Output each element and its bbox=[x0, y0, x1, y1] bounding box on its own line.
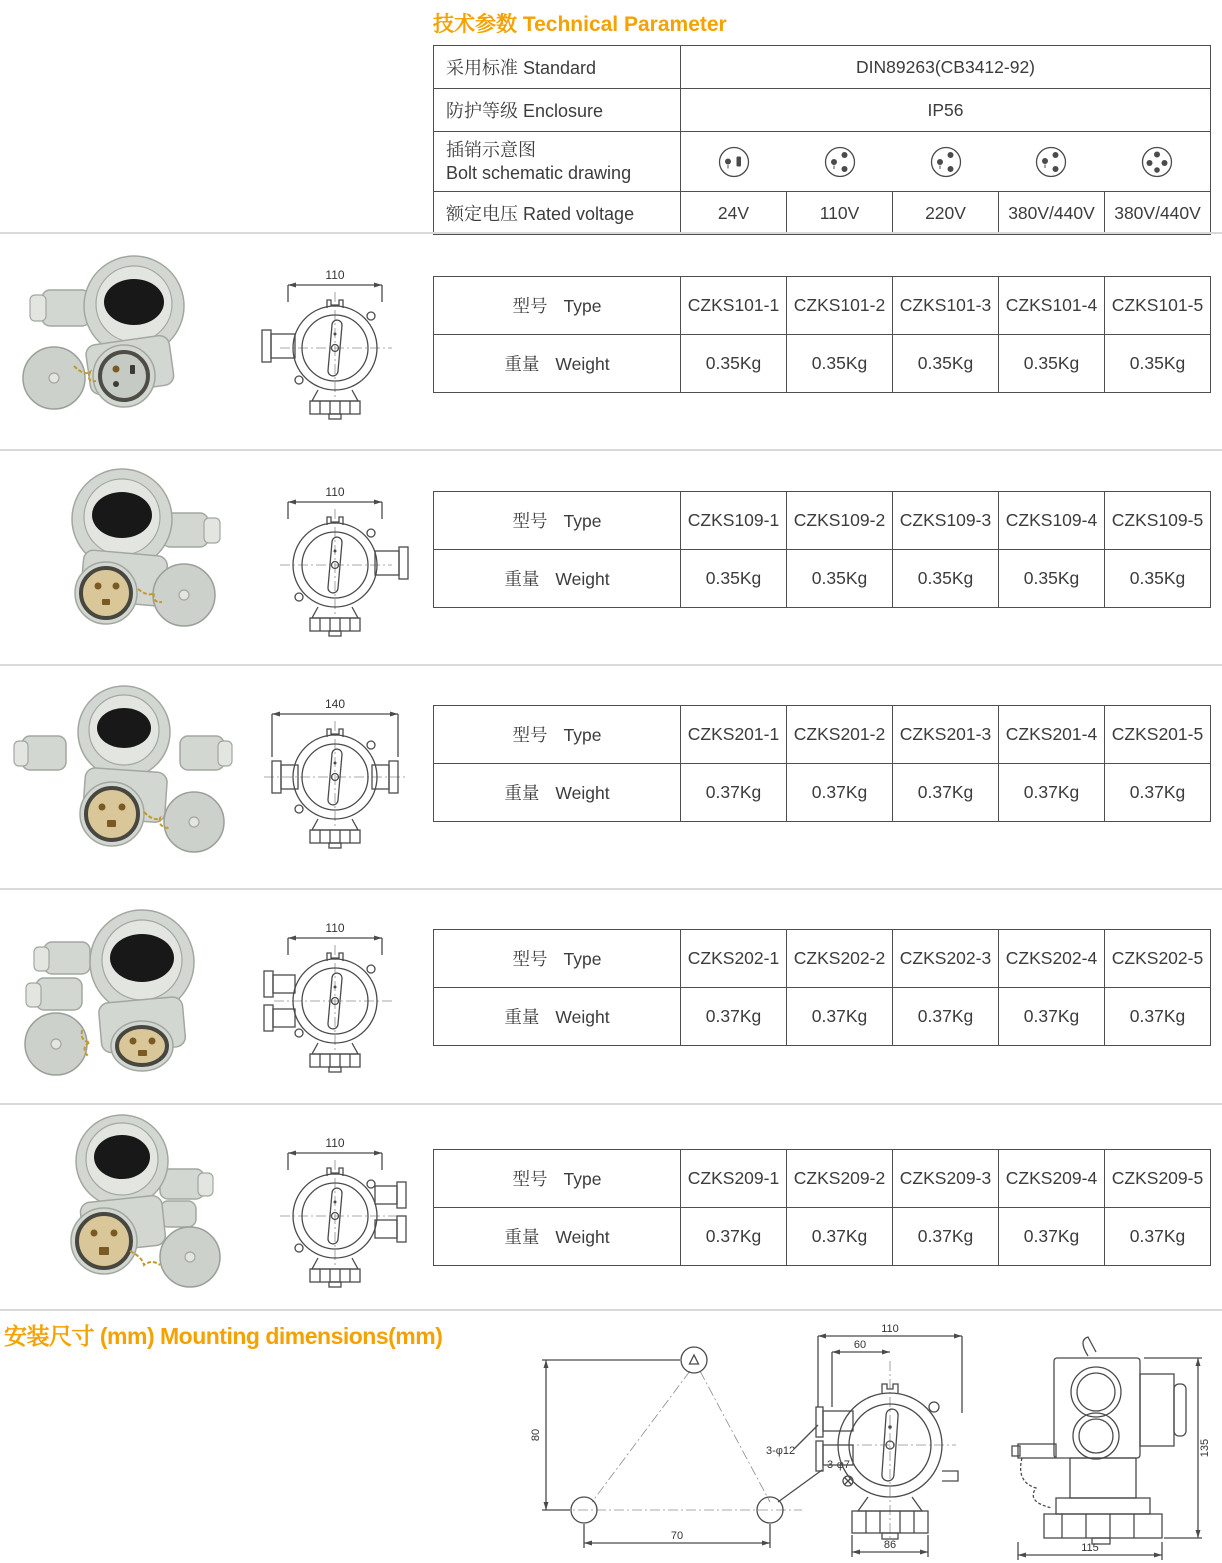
model-cell: CZKS101-3 bbox=[893, 277, 999, 335]
side-width-dim: 115 bbox=[1081, 1542, 1099, 1554]
model-table-czks202 bbox=[433, 929, 1211, 1046]
weight-cell: 0.35Kg bbox=[999, 550, 1105, 608]
product-section-czks209 bbox=[0, 1103, 1222, 1309]
mounting-dimensions-title: 安装尺寸 (mm) Mounting dimensions(mm) bbox=[4, 1323, 443, 1349]
weight-cell: 0.35Kg bbox=[893, 335, 999, 393]
model-table-czks209 bbox=[433, 1149, 1211, 1266]
voltage-value: 380V/440V bbox=[999, 192, 1105, 235]
model-cell: CZKS201-3 bbox=[893, 706, 999, 764]
model-cell: CZKS209-4 bbox=[999, 1150, 1105, 1208]
side-height-dim: 135 bbox=[1199, 1438, 1211, 1458]
weight-cell: 0.37Kg bbox=[681, 988, 787, 1046]
weight-cell: 0.37Kg bbox=[999, 1208, 1105, 1266]
model-cell: CZKS202-3 bbox=[893, 930, 999, 988]
type-row bbox=[434, 277, 1211, 335]
weight-cell: 0.37Kg bbox=[1105, 764, 1211, 822]
weight-cell: 0.37Kg bbox=[893, 988, 999, 1046]
model-cell: CZKS101-5 bbox=[1105, 277, 1211, 335]
weight-row bbox=[434, 988, 1211, 1046]
front-inner-dim: 60 bbox=[853, 1339, 867, 1351]
standard-row bbox=[434, 46, 1211, 89]
product-section-czks202 bbox=[0, 888, 1222, 1103]
product-photo bbox=[12, 680, 237, 862]
drawing-dimension: 110 bbox=[325, 921, 345, 935]
weight-cell: 0.35Kg bbox=[893, 550, 999, 608]
model-cell: CZKS201-1 bbox=[681, 706, 787, 764]
front-bottom-dim: 86 bbox=[883, 1539, 897, 1551]
weight-cell: 0.35Kg bbox=[787, 550, 893, 608]
pin-diagram-4pin-icon bbox=[1139, 144, 1175, 180]
model-cell: CZKS202-1 bbox=[681, 930, 787, 988]
weight-cell: 0.37Kg bbox=[681, 764, 787, 822]
drawing-dimension: 110 bbox=[325, 268, 345, 282]
pin-diagram-3pin-icon bbox=[822, 144, 858, 180]
weight-cell: 0.37Kg bbox=[1105, 988, 1211, 1046]
bolt-schematic-diagrams bbox=[681, 132, 1211, 192]
enclosure-value: IP56 bbox=[681, 89, 1211, 132]
voltage-value: 110V bbox=[787, 192, 893, 235]
weight-cell: 0.35Kg bbox=[1105, 335, 1211, 393]
weight-label: 重量 Weight bbox=[434, 764, 681, 822]
model-cell: CZKS209-2 bbox=[787, 1150, 893, 1208]
product-photo bbox=[12, 1111, 237, 1293]
weight-cell: 0.35Kg bbox=[681, 335, 787, 393]
type-label: 型号 Type bbox=[434, 277, 681, 335]
weight-cell: 0.35Kg bbox=[1105, 550, 1211, 608]
product-drawing bbox=[250, 1136, 422, 1296]
model-cell: CZKS201-5 bbox=[1105, 706, 1211, 764]
model-table-czks109 bbox=[433, 491, 1211, 608]
weight-row bbox=[434, 335, 1211, 393]
weight-label: 重量 Weight bbox=[434, 335, 681, 393]
model-cell: CZKS209-5 bbox=[1105, 1150, 1211, 1208]
drawing-dimension: 110 bbox=[325, 1136, 345, 1150]
weight-cell: 0.37Kg bbox=[893, 764, 999, 822]
type-label: 型号 Type bbox=[434, 1150, 681, 1208]
tech-parameter-title: 技术参数 Technical Parameter bbox=[433, 13, 727, 36]
model-cell: CZKS201-2 bbox=[787, 706, 893, 764]
weight-label: 重量 Weight bbox=[434, 550, 681, 608]
voltage-value: 380V/440V bbox=[1105, 192, 1211, 235]
type-label: 型号 Type bbox=[434, 492, 681, 550]
type-label: 型号 Type bbox=[434, 706, 681, 764]
weight-cell: 0.37Kg bbox=[787, 988, 893, 1046]
pin-diagram-2pin-icon bbox=[716, 144, 752, 180]
mounting-front-drawing bbox=[760, 1323, 995, 1563]
weight-cell: 0.37Kg bbox=[681, 1208, 787, 1266]
enclosure-row bbox=[434, 89, 1211, 132]
model-cell: CZKS109-2 bbox=[787, 492, 893, 550]
weight-cell: 0.35Kg bbox=[681, 550, 787, 608]
rated-voltage-label: 额定电压 Rated voltage bbox=[434, 192, 681, 235]
product-drawing bbox=[250, 697, 422, 857]
pin-diagram-3pin-icon bbox=[1033, 144, 1069, 180]
mount-height-dim: 80 bbox=[530, 1428, 542, 1442]
product-photo bbox=[12, 248, 237, 430]
voltage-value: 24V bbox=[681, 192, 787, 235]
product-drawing bbox=[250, 921, 422, 1081]
standard-value: DIN89263(CB3412-92) bbox=[681, 46, 1211, 89]
weight-row bbox=[434, 1208, 1211, 1266]
weight-label: 重量 Weight bbox=[434, 1208, 681, 1266]
model-cell: CZKS202-4 bbox=[999, 930, 1105, 988]
product-section-czks109 bbox=[0, 449, 1222, 664]
weight-cell: 0.37Kg bbox=[787, 764, 893, 822]
model-cell: CZKS209-1 bbox=[681, 1150, 787, 1208]
weight-cell: 0.35Kg bbox=[999, 335, 1105, 393]
model-cell: CZKS109-4 bbox=[999, 492, 1105, 550]
product-drawing bbox=[250, 485, 422, 645]
weight-cell: 0.37Kg bbox=[893, 1208, 999, 1266]
bolt-schematic-row bbox=[434, 132, 1211, 192]
weight-label: 重量 Weight bbox=[434, 988, 681, 1046]
section-divider bbox=[0, 1309, 1222, 1311]
voltage-value: 220V bbox=[893, 192, 999, 235]
type-row bbox=[434, 706, 1211, 764]
product-section-czks101 bbox=[0, 232, 1222, 449]
model-cell: CZKS101-2 bbox=[787, 277, 893, 335]
model-cell: CZKS101-1 bbox=[681, 277, 787, 335]
product-photo bbox=[12, 461, 237, 643]
product-section-czks201 bbox=[0, 664, 1222, 888]
front-outer-dim: 110 bbox=[881, 1323, 899, 1335]
pin-diagram-3pin-icon bbox=[928, 144, 964, 180]
weight-cell: 0.37Kg bbox=[999, 764, 1105, 822]
mount-holes-label: 3-φ7 bbox=[827, 1459, 851, 1471]
model-cell: CZKS201-4 bbox=[999, 706, 1105, 764]
model-cell: CZKS202-5 bbox=[1105, 930, 1211, 988]
model-cell: CZKS101-4 bbox=[999, 277, 1105, 335]
type-label: 型号 Type bbox=[434, 930, 681, 988]
type-row bbox=[434, 930, 1211, 988]
enclosure-label: 防护等级 Enclosure bbox=[434, 89, 681, 132]
model-table-czks201 bbox=[433, 705, 1211, 822]
drawing-dimension: 110 bbox=[325, 485, 345, 499]
weight-cell: 0.37Kg bbox=[1105, 1208, 1211, 1266]
weight-row bbox=[434, 764, 1211, 822]
mount-width-dim: 70 bbox=[670, 1530, 684, 1542]
technical-parameter-table bbox=[433, 45, 1211, 235]
weight-row bbox=[434, 550, 1211, 608]
model-table-czks101 bbox=[433, 276, 1211, 393]
model-cell: CZKS209-3 bbox=[893, 1150, 999, 1208]
product-photo bbox=[12, 902, 237, 1084]
model-cell: CZKS109-1 bbox=[681, 492, 787, 550]
model-cell: CZKS109-5 bbox=[1105, 492, 1211, 550]
drawing-dimension: 140 bbox=[324, 697, 346, 711]
front-holes-label: 3-φ12 bbox=[766, 1445, 796, 1457]
weight-cell: 0.35Kg bbox=[787, 335, 893, 393]
model-cell: CZKS109-3 bbox=[893, 492, 999, 550]
model-cell: CZKS202-2 bbox=[787, 930, 893, 988]
weight-cell: 0.37Kg bbox=[787, 1208, 893, 1266]
bolt-schematic-label: 插销示意图 Bolt schematic drawing bbox=[434, 132, 681, 192]
product-drawing bbox=[250, 268, 422, 428]
rated-voltage-row bbox=[434, 192, 1211, 235]
type-row bbox=[434, 1150, 1211, 1208]
mounting-side-drawing bbox=[992, 1326, 1220, 1562]
type-row bbox=[434, 492, 1211, 550]
weight-cell: 0.37Kg bbox=[999, 988, 1105, 1046]
standard-label: 采用标准 Standard bbox=[434, 46, 681, 89]
